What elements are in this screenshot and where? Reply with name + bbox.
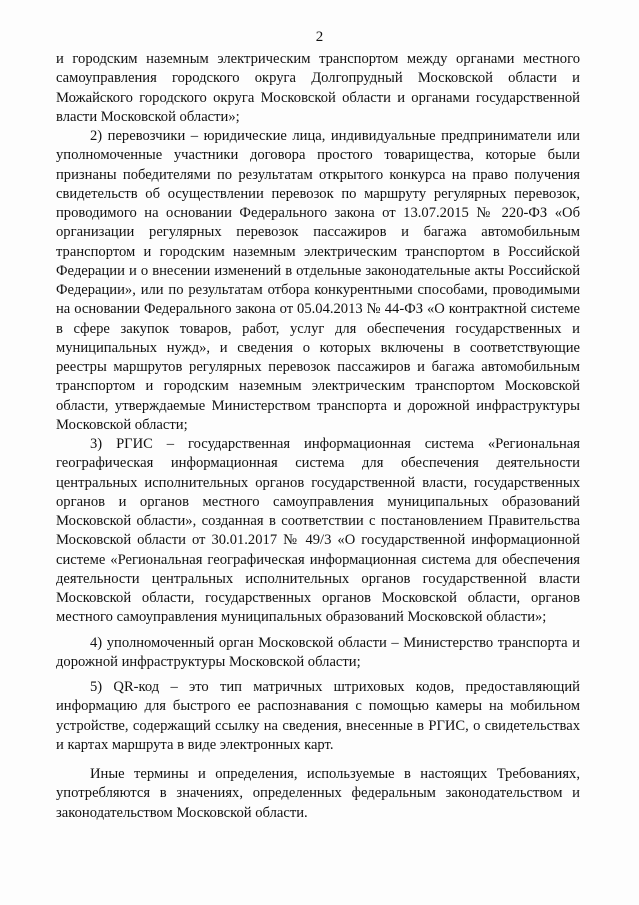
- paragraph-item-5-qr-code: 5) QR-код – это тип матричных штриховых кодов, предоставляющий информацию для быстрого ее распознавания с помощью камеры на мобильном устройстве, содержащий ссылку на сведения, внесенные в РГИС, о свидетельствах и картах маршрута в виде электронных карт.: [56, 679, 580, 753]
- paragraph-continuation: и городским наземным электрическим транспортом между органами местного самоуправления городского округа Долгопрудный Московской области и Можайского городского округа Московской области и органами государственной власти Московской области»;: [56, 51, 580, 125]
- paragraph-item-4-authorized-body: 4) уполномоченный орган Московской области – Министерство транспорта и дорожной инфраструктуры Московской области;: [56, 634, 580, 670]
- paragraph-item-2-carriers: 2) перевозчики – юридические лица, индивидуальные предприниматели или уполномоченные участники договора простого товарищества, которые были признаны победителями по результатам открытого конкурса на право получения свидетельств об осуществлении перевозок по маршруту регулярных перевозок, проводимого на основании Федерального закона от 13.07.2015 № 220-ФЗ «Об организации регулярных перевозок пассажиров и багажа автомобильным транспортом и городским наземным электрическим транспортом в Российской Федерации и о внесении изменений в отдельные законодательные акты Российской Федерации», или по результатам отбора конкурентными способами, проводимыми на основании Федерального закона от 05.04.2013 № 44-ФЗ «О контрактной системе в сфере закупок товаров, работ, услуг для обеспечения государственных и муниципальных нужд», и сведения о которых включены в соответствующие реестры маршрутов регулярных перевозок пассажиров и багажа автомобильным транспортом и городским наземным электрическим транспортом Московской области, утверждаемые Министерством транспорта и дорожной инфраструктуры Московской области;: [56, 128, 580, 433]
- paragraph-item-3-rgis: 3) РГИС – государственная информационная система «Региональная географическая информационная система для обеспечения деятельности центральных исполнительных органов государственной власти, государственных органов и органов местного самоуправления муниципальных образований Московской области», созданная в соответствии с постановлением Правительства Московской области от 30.01.2017 № 49/3 «О государственной информационной системе «Региональная географическая информационная система для обеспечения деятельности центральных исполнительных органов государственной власти Московской области, государственных органов Московской области, органов местного самоуправления муниципальных образований Московской области»;: [56, 436, 580, 626]
- paragraph-other-terms: Иные термины и определения, используемые в настоящих Требованиях, употребляются в значениях, определенных федеральным законодательством и законодательством Московской области.: [56, 766, 580, 821]
- page-number: 2: [315, 29, 324, 45]
- document-body: [56, 50, 580, 823]
